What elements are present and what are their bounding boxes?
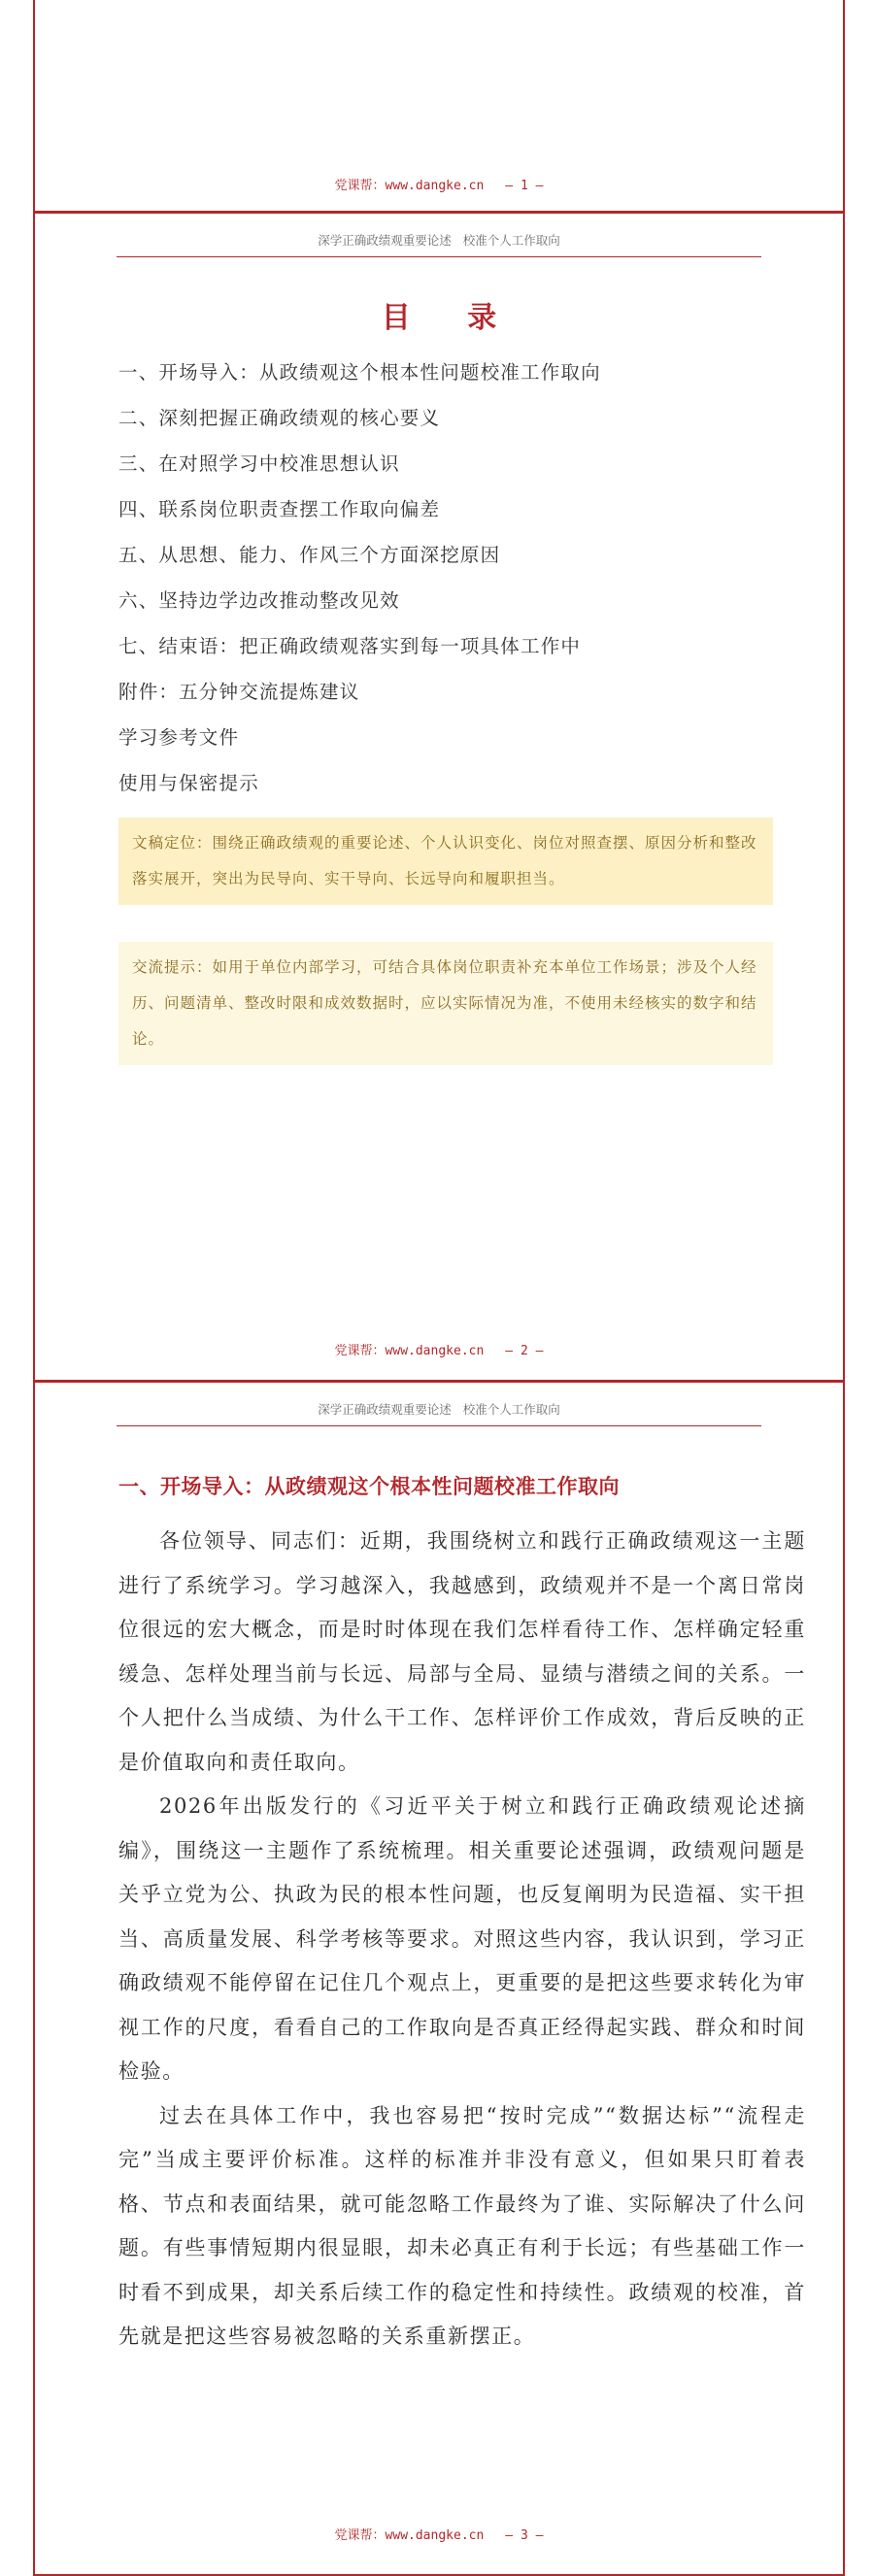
toc-item[interactable]: 七、结束语：把正确政绩观落实到每一项具体工作中 [118,635,582,657]
page-number: — 2 — [505,1344,544,1358]
toc-item[interactable]: 一、开场导入：从政绩观这个根本性问题校准工作取向 [118,361,601,384]
header-left: 深学正确政绩观重要论述 [318,1402,452,1417]
section-title: 一、开场导入：从政绩观这个根本性问题校准工作取向 [118,1475,620,1498]
toc-item[interactable]: 使用与保密提示 [118,772,259,794]
page-1 [33,0,845,212]
page-2 [33,214,845,1380]
tips-note: 交流提示：如用于单位内部学习，可结合具体岗位职责补充本单位工作场景；涉及个人经历、问题清单、整改时限和成效数据时，应以实际情况为准，不使用未经核实的数字和结论。 [118,942,773,1065]
header-left: 深学正确政绩观重要论述 [318,233,452,248]
toc-item[interactable]: 六、坚持边学边改推动整改见效 [118,589,400,612]
toc-item[interactable]: 三、在对照学习中校准思想认识 [118,452,400,475]
page-footer [35,175,843,193]
toc-item[interactable]: 五、从思想、能力、作风三个方面深挖原因 [118,544,501,566]
paragraph: 2026年出版发行的《习近平关于树立和践行正确政绩观论述摘编》，围绕这一主题作了系统梳理。相关重要论述强调，政绩观问题是关乎立党为公、执政为民的根本性问题，也反复阐明为民造福、实干担当、高质量发展、科学考核等要求。对照这些内容，我认识到，学习正确政绩观不能停留在记住几个观点上，更重要的是把这些要求转化为审视工作的尺度，看看自己的工作取向是否真正经得起实践、群众和时间检验。 [118,1794,806,2083]
toc-item[interactable]: 学习参考文件 [118,726,240,749]
toc-item[interactable]: 附件：五分钟交流提炼建议 [118,681,360,703]
page-number: — 3 — [505,2528,544,2543]
page-footer [35,1340,843,1358]
page-footer [35,2525,843,2543]
toc-title: 目 录 [381,301,521,335]
footer-site: 党课帮：www.dangke.cn [334,1344,485,1358]
toc-item[interactable]: 四、联系岗位职责查摆工作取向偏差 [118,498,441,520]
section-body [118,1520,806,2359]
page-number: — 1 — [505,179,544,193]
header-right: 校准个人工作取向 [462,1402,560,1417]
page-3 [33,1383,845,2576]
paragraph: 过去在具体工作中，我也容易把“按时完成”“数据达标”“流程走完”当成主要评价标准。这样的标准并非没有意义，但如果只盯着表格、节点和表面结果，就可能忽略工作最终为了谁、实际解决了什么问题。有些事情短期内很显眼，却未必真正有利于长远；有些基础工作一时看不到成果，却关系后续工作的稳定性和持续性。政绩观的校准，首先就是把这些容易被忽略的关系重新摆正。 [118,2103,806,2348]
header-right: 校准个人工作取向 [462,233,560,248]
running-header [117,1400,761,1426]
footer-site: 党课帮：www.dangke.cn [334,179,485,193]
footer-site: 党课帮：www.dangke.cn [334,2528,485,2543]
positioning-note: 文稿定位：围绕正确政绩观的重要论述、个人认识变化、岗位对照查摆、原因分析和整改落实展开，突出为民导向、实干导向、长远导向和履职担当。 [118,818,773,905]
toc-item[interactable]: 二、深刻把握正确政绩观的核心要义 [118,407,441,429]
running-header [117,231,761,257]
toc-list [118,350,798,806]
paragraph: 各位领导、同志们：近期，我围绕树立和践行正确政绩观这一主题进行了系统学习。学习越深入，我越感到，政绩观并不是一个离日常岗位很远的宏大概念，而是时时体现在我们怎样看待工作、怎样确定轻重缓急、怎样处理当前与长远、局部与全局、显绩与潜绩之间的关系。一个人把什么当成绩、为什么干工作、怎样评价工作成效，背后反映的正是价值取向和责任取向。 [118,1529,806,1774]
